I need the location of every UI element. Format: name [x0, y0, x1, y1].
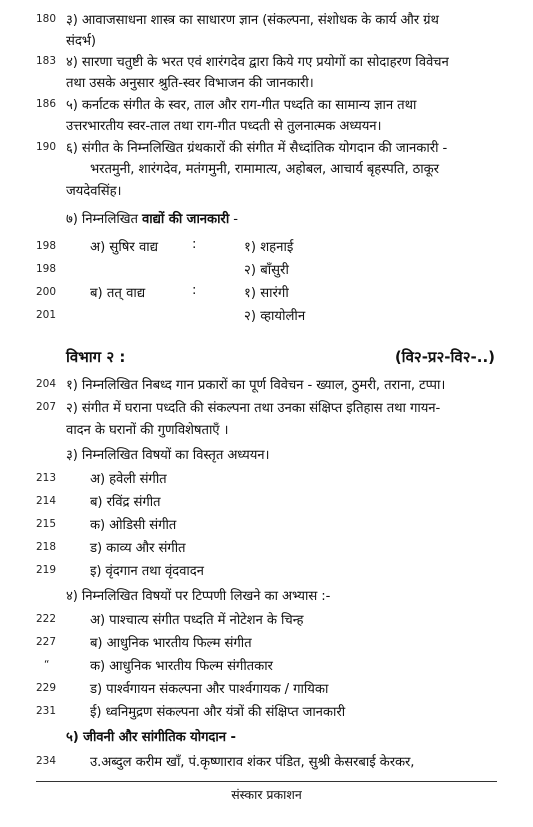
instrument-item: २) व्हायोलीन [244, 309, 306, 324]
line-number: 214 [36, 495, 57, 507]
line-text: ३) निम्नलिखित विषयों का विस्तृत अध्ययन। [66, 448, 270, 463]
line-text: ४) सारणा चतुष्टी के भरत एवं शारंगदेव द्वारा किये गए प्रयोगों का सोदाहरण विवेचन [66, 55, 449, 70]
line-number: 198 [36, 240, 57, 252]
page-footer: संस्कार प्रकाशन [231, 787, 302, 802]
line-number: 190 [36, 141, 57, 153]
line-number: 180 [36, 13, 57, 25]
line-number: 204 [36, 378, 57, 390]
line-text: उ.अब्दुल करीम खाँ, पं.कृष्णाराव शंकर पंडित, सुश्री केसरबाई केरकर, [90, 755, 415, 770]
instrument-item: २) बाँसुरी [244, 263, 289, 278]
line-text: ब) रविंद्र संगीत [90, 495, 161, 510]
line-text: अ) पाश्चात्य संगीत पध्दति में नोटेशन के चिन्ह [90, 613, 304, 628]
line-text: तथा उसके अनुसार श्रुति-स्वर विभाजन की जानकारी। [66, 76, 314, 91]
line-text: भरतमुनी, शारंगदेव, मतंगमुनी, रामामात्य, अहोबल, आचार्य बृहस्पति, ठाकूर [90, 162, 439, 177]
line-number: 234 [36, 755, 57, 767]
section-code: (वि२-प्र२-वि२-..) [394, 348, 495, 366]
line-number: 186 [36, 98, 57, 110]
line-text: क) आधुनिक भारतीय फिल्म संगीतकार [90, 659, 273, 674]
line-number: “ [44, 659, 50, 671]
line-number: 201 [36, 309, 57, 321]
item7-bold: वाद्यों की जानकारी [141, 212, 230, 227]
line-text: अ) हवेली संगीत [90, 472, 167, 487]
colon: : [192, 283, 197, 298]
line-number: 183 [36, 55, 57, 67]
line-number: 219 [36, 564, 57, 576]
line-text: १) निम्नलिखित निबध्द गान प्रकारों का पूर्ण विवेचन - ख्याल, ठुमरी, तराना, टप्पा। [66, 378, 446, 393]
line-text: ४) निम्नलिखित विषयों पर टिप्पणी लिखने का अभ्यास :- [66, 589, 331, 604]
line-text: ड) पार्श्वगायन संकल्पना और पार्श्वगायक / गायिका [90, 682, 329, 697]
line-number: 215 [36, 518, 57, 530]
line-text: ३) आवाजसाधना शास्त्र का साधारण ज्ञान (संकल्पना, संशोधक के कार्य और ग्रंथ [66, 13, 439, 28]
footer-rule [36, 781, 497, 782]
line-number: 222 [36, 613, 57, 625]
line-text: इ) वृंदगान तथा वृंदवादन [90, 564, 204, 579]
instrument-item: १) शहनाई [244, 240, 294, 255]
item7-prefix: ७) निम्नलिखित [66, 212, 142, 227]
line-text: ५) कर्नाटक संगीत के स्वर, ताल और राग-गीत पध्दति का सामान्य ज्ञान तथा [66, 98, 417, 113]
line-text: उत्तरभारतीय स्वर-ताल तथा राग-गीत पध्दती से तुलनात्मक अध्ययन। [66, 119, 382, 134]
line-number: 200 [36, 286, 57, 298]
line-text: ई) ध्वनिमुद्रण संकल्पना और यंत्रों की संक्षिप्त जानकारी [90, 705, 346, 720]
line-text: वादन के घरानों की गुणविशेषताएँ । [66, 423, 229, 438]
line-number: 198 [36, 263, 57, 275]
line-text: ५) जीवनी और सांगीतिक योगदान - [66, 730, 236, 745]
line-text: ड) काव्य और संगीत [90, 541, 186, 556]
line-text: ब) आधुनिक भारतीय फिल्म संगीत [90, 636, 252, 651]
line-text: जयदेवसिंह। [66, 184, 122, 199]
instrument-item: १) सारंगी [244, 286, 289, 301]
line-number: 231 [36, 705, 57, 717]
section-title: विभाग २ : [66, 348, 126, 366]
line-text: संदर्भ) [66, 34, 96, 49]
line-text: २) संगीत में घराना पध्दति की संकल्पना तथा उनका संक्षिप्त इतिहास तथा गायन- [66, 401, 441, 416]
line-number: 207 [36, 401, 57, 413]
instrument-group: अ) सुषिर वाद्य [90, 240, 159, 255]
instrument-group: ब) तत् वाद्य [90, 286, 146, 301]
line-number: 229 [36, 682, 57, 694]
line-text: क) ओडिसी संगीत [90, 518, 177, 533]
line-number: 227 [36, 636, 57, 648]
colon: : [192, 237, 197, 252]
item7-suffix: - [229, 212, 238, 227]
line-text: ६) संगीत के निम्नलिखित ग्रंथकारों की संगीत में सैध्दांतिक योगदान की जानकारी - [66, 141, 448, 156]
line-number: 213 [36, 472, 57, 484]
line-number: 218 [36, 541, 57, 553]
